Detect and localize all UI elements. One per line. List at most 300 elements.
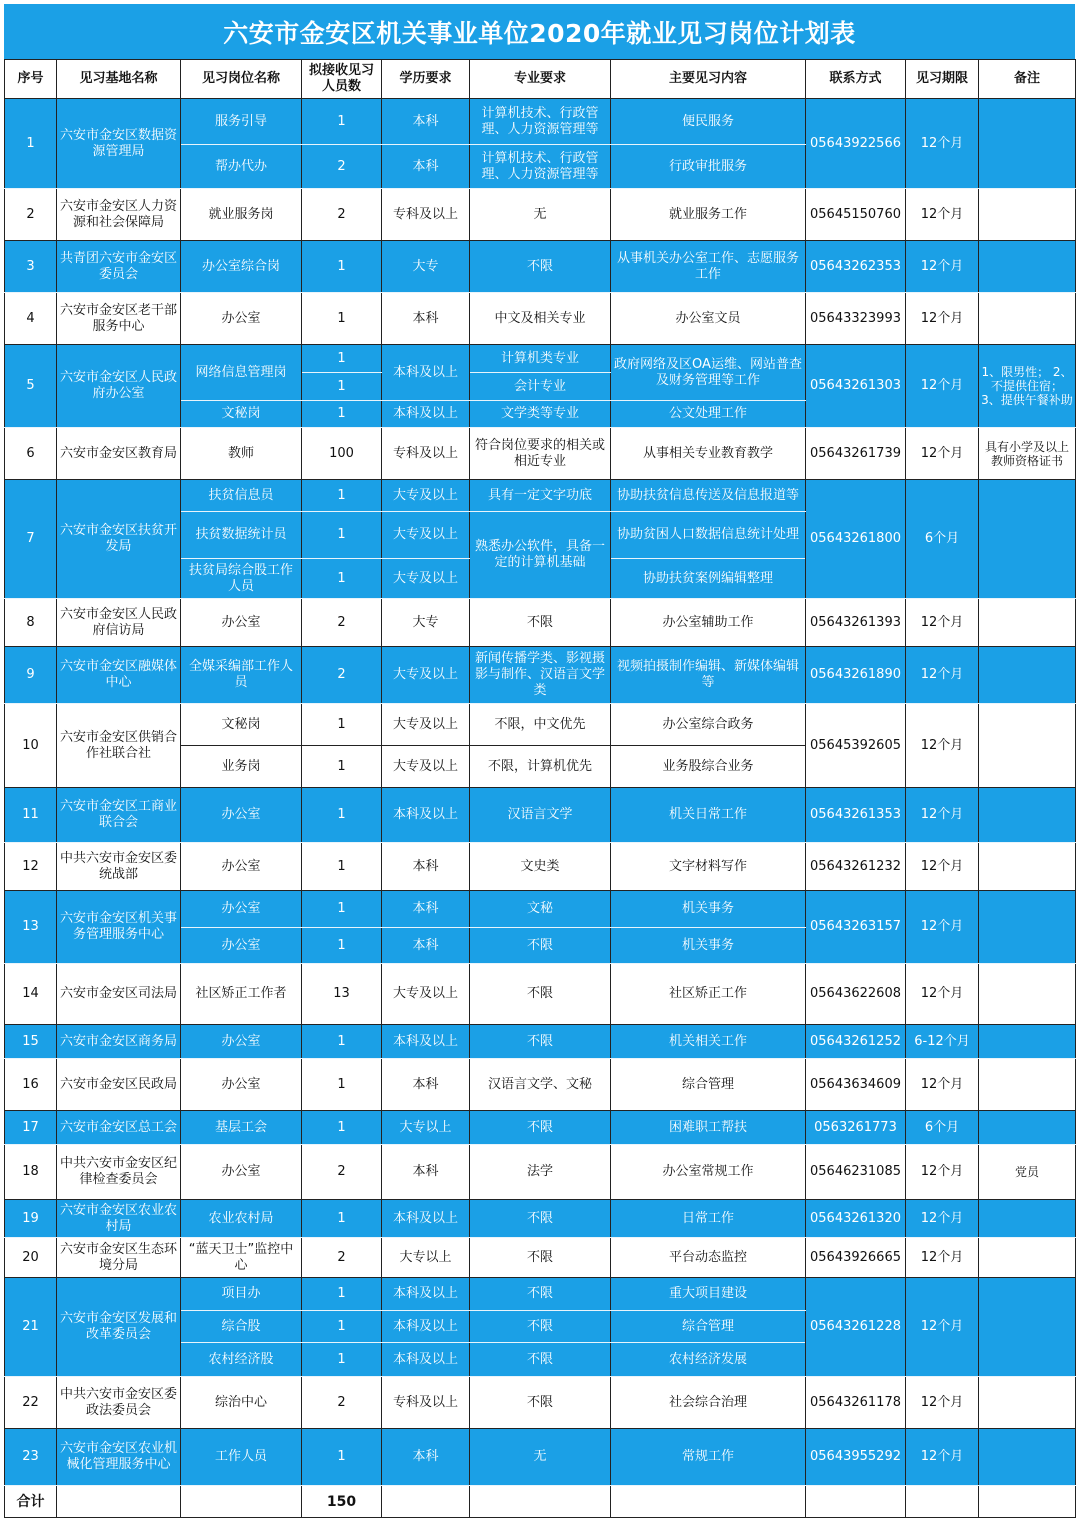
content-cell: 社会综合治理 — [611, 1377, 806, 1429]
table-row — [5, 1429, 1076, 1486]
note-cell — [979, 647, 1076, 704]
count-cell: 100 — [302, 428, 382, 480]
post-cell: 办公室 — [181, 1025, 302, 1059]
major-cell: 不限 — [470, 1343, 611, 1377]
count-cell: 1 — [302, 1111, 382, 1145]
header-cell: 联系方式 — [806, 60, 906, 99]
edu-cell: 大专以上 — [382, 1111, 470, 1145]
row-number-cell: 8 — [5, 599, 57, 647]
base-name-cell: 六安市金安区供销合作社联合社 — [57, 704, 181, 788]
major-cell: 不限 — [470, 928, 611, 964]
row-number-cell: 6 — [5, 428, 57, 480]
note-cell: 具有小学及以上教师资格证书 — [979, 428, 1076, 480]
content-cell: 机关日常工作 — [611, 788, 806, 843]
major-cell: 不限 — [470, 964, 611, 1025]
major-cell: 不限，中文优先 — [470, 704, 611, 746]
post-cell: 扶贫信息员 — [181, 480, 302, 512]
row-number-cell: 19 — [5, 1200, 57, 1238]
content-cell: 社区矫正工作 — [611, 964, 806, 1025]
post-cell: 社区矫正工作者 — [181, 964, 302, 1025]
post-cell: 办公室 — [181, 843, 302, 891]
note-cell: 党员 — [979, 1145, 1076, 1200]
count-cell: 2 — [302, 1377, 382, 1429]
count-cell: 1 — [302, 293, 382, 345]
post-cell: 基层工会 — [181, 1111, 302, 1145]
content-cell: 办公室常规工作 — [611, 1145, 806, 1200]
count-cell: 1 — [302, 559, 382, 599]
table-row — [5, 964, 1076, 1025]
count-cell: 1 — [302, 1059, 382, 1111]
content-cell: 协助扶贫案例编辑整理 — [611, 559, 806, 599]
row-number-cell: 7 — [5, 480, 57, 599]
phone-cell: 05643262353 — [806, 241, 906, 293]
post-cell: 综合股 — [181, 1311, 302, 1343]
header-cell: 主要见习内容 — [611, 60, 806, 99]
term-cell: 12个月 — [906, 293, 979, 345]
table-row — [5, 704, 1076, 746]
edu-cell: 专科及以上 — [382, 1377, 470, 1429]
table-row — [5, 428, 1076, 480]
header-cell: 见习基地名称 — [57, 60, 181, 99]
major-cell: 不限 — [470, 1311, 611, 1343]
major-cell: 计算机技术、行政管理、人力资源管理等 — [470, 145, 611, 189]
term-cell: 12个月 — [906, 1145, 979, 1200]
phone-cell: 05643261393 — [806, 599, 906, 647]
count-cell: 1 — [302, 373, 382, 401]
post-cell: 农业农村局 — [181, 1200, 302, 1238]
content-cell: 协助贫困人口数据信息统计处理 — [611, 512, 806, 559]
term-cell: 12个月 — [906, 189, 979, 241]
row-number-cell: 20 — [5, 1238, 57, 1278]
major-cell: 不限 — [470, 241, 611, 293]
base-name-cell: 六安市金安区老干部服务中心 — [57, 293, 181, 345]
term-cell: 12个月 — [906, 964, 979, 1025]
count-cell: 2 — [302, 599, 382, 647]
count-cell: 1 — [302, 1200, 382, 1238]
header-cell: 序号 — [5, 60, 57, 99]
post-cell: 就业服务岗 — [181, 189, 302, 241]
header-cell: 专业要求 — [470, 60, 611, 99]
term-cell: 12个月 — [906, 891, 979, 964]
table-row — [5, 843, 1076, 891]
table-row — [5, 99, 1076, 145]
row-number-cell: 9 — [5, 647, 57, 704]
row-number-cell: 3 — [5, 241, 57, 293]
term-cell: 12个月 — [906, 1238, 979, 1278]
row-number-cell: 22 — [5, 1377, 57, 1429]
edu-cell: 本科 — [382, 1429, 470, 1486]
content-cell: 重大项目建设 — [611, 1278, 806, 1311]
base-name-cell: 中共六安市金安区委政法委员会 — [57, 1377, 181, 1429]
base-name-cell: 六安市金安区农业机械化管理服务中心 — [57, 1429, 181, 1486]
note-cell — [979, 788, 1076, 843]
note-cell — [979, 1278, 1076, 1377]
content-cell: 机关事务 — [611, 891, 806, 928]
post-cell: 服务引导 — [181, 99, 302, 145]
edu-cell: 本科 — [382, 99, 470, 145]
count-cell: 1 — [302, 1311, 382, 1343]
table-row — [5, 1145, 1076, 1200]
empty-cell — [806, 1486, 906, 1518]
table-row — [5, 1238, 1076, 1278]
header-cell: 备注 — [979, 60, 1076, 99]
edu-cell: 大专及以上 — [382, 746, 470, 788]
post-cell: 帮办代办 — [181, 145, 302, 189]
base-name-cell: 六安市金安区农业农村局 — [57, 1200, 181, 1238]
row-number-cell: 1 — [5, 99, 57, 189]
phone-cell: 05643261303 — [806, 345, 906, 428]
count-cell: 1 — [302, 99, 382, 145]
phone-cell: 05643622608 — [806, 964, 906, 1025]
empty-cell — [979, 1486, 1076, 1518]
major-cell: 熟悉办公软件，具备一定的计算机基础 — [470, 512, 611, 599]
count-cell: 1 — [302, 788, 382, 843]
note-cell — [979, 241, 1076, 293]
content-cell: 综合管理 — [611, 1059, 806, 1111]
major-cell: 文学类等专业 — [470, 401, 611, 428]
count-cell: 1 — [302, 843, 382, 891]
empty-cell — [470, 1486, 611, 1518]
phone-cell: 05643261228 — [806, 1278, 906, 1377]
edu-cell: 大专及以上 — [382, 704, 470, 746]
post-cell: 项目办 — [181, 1278, 302, 1311]
edu-cell: 本科 — [382, 1145, 470, 1200]
edu-cell: 本科 — [382, 1059, 470, 1111]
content-cell: 便民服务 — [611, 99, 806, 145]
base-name-cell: 共青团六安市金安区委员会 — [57, 241, 181, 293]
count-cell: 1 — [302, 704, 382, 746]
edu-cell: 大专 — [382, 241, 470, 293]
post-cell: 办公室 — [181, 928, 302, 964]
note-cell — [979, 1025, 1076, 1059]
major-cell: 无 — [470, 1429, 611, 1486]
major-cell: 中文及相关专业 — [470, 293, 611, 345]
content-cell: 视频拍摄制作编辑、新媒体编辑等 — [611, 647, 806, 704]
row-number-cell: 15 — [5, 1025, 57, 1059]
content-cell: 办公室辅助工作 — [611, 599, 806, 647]
base-name-cell: 六安市金安区人力资源和社会保障局 — [57, 189, 181, 241]
term-cell: 12个月 — [906, 241, 979, 293]
edu-cell: 大专及以上 — [382, 559, 470, 599]
count-cell: 1 — [302, 928, 382, 964]
table-row — [5, 788, 1076, 843]
row-number-cell: 18 — [5, 1145, 57, 1200]
table-row — [5, 891, 1076, 928]
base-name-cell: 六安市金安区教育局 — [57, 428, 181, 480]
content-cell: 文字材料写作 — [611, 843, 806, 891]
phone-cell: 05645150760 — [806, 189, 906, 241]
post-cell: “蓝天卫士”监控中心 — [181, 1238, 302, 1278]
edu-cell: 专科及以上 — [382, 189, 470, 241]
row-number-cell: 23 — [5, 1429, 57, 1486]
phone-cell: 05645392605 — [806, 704, 906, 788]
content-cell: 行政审批服务 — [611, 145, 806, 189]
empty-cell — [611, 1486, 806, 1518]
term-cell: 12个月 — [906, 788, 979, 843]
note-cell — [979, 293, 1076, 345]
base-name-cell: 六安市金安区扶贫开发局 — [57, 480, 181, 599]
base-name-cell: 六安市金安区发展和改革委员会 — [57, 1278, 181, 1377]
content-cell: 日常工作 — [611, 1200, 806, 1238]
content-cell: 从事相关专业教育教学 — [611, 428, 806, 480]
content-cell: 从事机关办公室工作、志愿服务工作 — [611, 241, 806, 293]
note-cell — [979, 891, 1076, 964]
phone-cell: 05643261890 — [806, 647, 906, 704]
edu-cell: 本科及以上 — [382, 1200, 470, 1238]
post-cell: 办公室 — [181, 1145, 302, 1200]
post-cell: 办公室综合岗 — [181, 241, 302, 293]
major-cell: 不限 — [470, 1278, 611, 1311]
major-cell: 符合岗位要求的相关或相近专业 — [470, 428, 611, 480]
post-cell: 工作人员 — [181, 1429, 302, 1486]
content-cell: 业务股综合业务 — [611, 746, 806, 788]
term-cell: 12个月 — [906, 599, 979, 647]
post-cell: 文秘岗 — [181, 401, 302, 428]
count-cell: 1 — [302, 1025, 382, 1059]
post-cell: 办公室 — [181, 293, 302, 345]
term-cell: 12个月 — [906, 99, 979, 189]
term-cell: 12个月 — [906, 428, 979, 480]
row-number-cell: 11 — [5, 788, 57, 843]
total-count-cell: 150 — [302, 1486, 382, 1518]
edu-cell: 本科及以上 — [382, 345, 470, 401]
major-cell: 不限 — [470, 599, 611, 647]
total-label-cell: 合计 — [5, 1486, 57, 1518]
base-name-cell: 六安市金安区数据资源管理局 — [57, 99, 181, 189]
edu-cell: 本科及以上 — [382, 1278, 470, 1311]
post-cell: 办公室 — [181, 599, 302, 647]
content-cell: 综合管理 — [611, 1311, 806, 1343]
table-row — [5, 647, 1076, 704]
count-cell: 2 — [302, 145, 382, 189]
count-cell: 1 — [302, 480, 382, 512]
base-name-cell: 六安市金安区商务局 — [57, 1025, 181, 1059]
row-number-cell: 16 — [5, 1059, 57, 1111]
term-cell: 12个月 — [906, 704, 979, 788]
edu-cell: 本科及以上 — [382, 788, 470, 843]
content-cell: 政府网络及区OA运维、网站普查及财务管理等工作 — [611, 345, 806, 401]
base-name-cell: 六安市金安区总工会 — [57, 1111, 181, 1145]
base-name-cell: 六安市金安区人民政府办公室 — [57, 345, 181, 428]
term-cell: 12个月 — [906, 1200, 979, 1238]
content-cell: 就业服务工作 — [611, 189, 806, 241]
table-row — [5, 241, 1076, 293]
edu-cell: 大专及以上 — [382, 512, 470, 559]
page-title: 六安市金安区机关事业单位2020年就业见习岗位计划表 — [4, 4, 1075, 59]
major-cell: 不限 — [470, 1200, 611, 1238]
term-cell: 12个月 — [906, 345, 979, 428]
empty-cell — [181, 1486, 302, 1518]
content-cell: 机关相关工作 — [611, 1025, 806, 1059]
empty-cell — [382, 1486, 470, 1518]
term-cell: 6个月 — [906, 1111, 979, 1145]
post-cell: 农村经济股 — [181, 1343, 302, 1377]
phone-cell: 05643261252 — [806, 1025, 906, 1059]
count-cell: 1 — [302, 891, 382, 928]
note-cell — [979, 1377, 1076, 1429]
post-cell: 业务岗 — [181, 746, 302, 788]
row-number-cell: 4 — [5, 293, 57, 345]
major-cell: 不限，计算机优先 — [470, 746, 611, 788]
edu-cell: 大专及以上 — [382, 480, 470, 512]
content-cell: 办公室文员 — [611, 293, 806, 345]
term-cell: 12个月 — [906, 843, 979, 891]
header-row — [5, 60, 1076, 99]
post-cell: 教师 — [181, 428, 302, 480]
note-cell — [979, 704, 1076, 788]
count-cell: 2 — [302, 189, 382, 241]
post-cell: 办公室 — [181, 891, 302, 928]
phone-cell: 05643263157 — [806, 891, 906, 964]
content-cell: 常规工作 — [611, 1429, 806, 1486]
major-cell: 新闻传播学类、影视摄影与制作、汉语言文学类 — [470, 647, 611, 704]
count-cell: 2 — [302, 647, 382, 704]
row-number-cell: 13 — [5, 891, 57, 964]
content-cell: 平台动态监控 — [611, 1238, 806, 1278]
count-cell: 13 — [302, 964, 382, 1025]
phone-cell: 05643261320 — [806, 1200, 906, 1238]
phone-cell: 05643261353 — [806, 788, 906, 843]
note-cell — [979, 1238, 1076, 1278]
total-row — [5, 1486, 1076, 1518]
base-name-cell: 六安市金安区人民政府信访局 — [57, 599, 181, 647]
edu-cell: 本科 — [382, 891, 470, 928]
post-cell: 全媒采编部工作人员 — [181, 647, 302, 704]
count-cell: 1 — [302, 345, 382, 373]
edu-cell: 本科 — [382, 843, 470, 891]
note-cell — [979, 99, 1076, 189]
header-cell: 见习期限 — [906, 60, 979, 99]
count-cell: 1 — [302, 241, 382, 293]
content-cell: 农村经济发展 — [611, 1343, 806, 1377]
term-cell: 6个月 — [906, 480, 979, 599]
table-row — [5, 345, 1076, 373]
major-cell: 具有一定文字功底 — [470, 480, 611, 512]
header-cell: 学历要求 — [382, 60, 470, 99]
major-cell: 文史类 — [470, 843, 611, 891]
major-cell: 文秘 — [470, 891, 611, 928]
major-cell: 汉语言文学 — [470, 788, 611, 843]
base-name-cell: 中共六安市金安区纪律检查委员会 — [57, 1145, 181, 1200]
edu-cell: 本科及以上 — [382, 401, 470, 428]
note-cell — [979, 480, 1076, 599]
empty-cell — [906, 1486, 979, 1518]
table-row — [5, 189, 1076, 241]
edu-cell: 本科 — [382, 293, 470, 345]
row-number-cell: 10 — [5, 704, 57, 788]
term-cell: 12个月 — [906, 647, 979, 704]
header-cell: 见习岗位名称 — [181, 60, 302, 99]
phone-cell: 05643261232 — [806, 843, 906, 891]
base-name-cell: 六安市金安区融媒体中心 — [57, 647, 181, 704]
note-cell — [979, 189, 1076, 241]
edu-cell: 本科及以上 — [382, 1311, 470, 1343]
term-cell: 12个月 — [906, 1377, 979, 1429]
empty-cell — [57, 1486, 181, 1518]
major-cell: 会计专业 — [470, 373, 611, 401]
phone-cell: 05643634609 — [806, 1059, 906, 1111]
row-number-cell: 14 — [5, 964, 57, 1025]
note-cell — [979, 1111, 1076, 1145]
edu-cell: 专科及以上 — [382, 428, 470, 480]
edu-cell: 大专及以上 — [382, 964, 470, 1025]
table-row — [5, 1278, 1076, 1311]
note-cell — [979, 964, 1076, 1025]
term-cell: 12个月 — [906, 1059, 979, 1111]
table-row — [5, 1111, 1076, 1145]
header-cell: 拟接收见习人员数 — [302, 60, 382, 99]
row-number-cell: 12 — [5, 843, 57, 891]
major-cell: 不限 — [470, 1238, 611, 1278]
phone-cell: 05643323993 — [806, 293, 906, 345]
major-cell: 不限 — [470, 1111, 611, 1145]
base-name-cell: 六安市金安区司法局 — [57, 964, 181, 1025]
post-cell: 扶贫局综合股工作人员 — [181, 559, 302, 599]
post-cell: 办公室 — [181, 1059, 302, 1111]
phone-cell: 05643261178 — [806, 1377, 906, 1429]
count-cell: 1 — [302, 401, 382, 428]
row-number-cell: 5 — [5, 345, 57, 428]
note-cell — [979, 1429, 1076, 1486]
content-cell: 办公室综合政务 — [611, 704, 806, 746]
post-cell: 办公室 — [181, 788, 302, 843]
post-cell: 扶贫数据统计员 — [181, 512, 302, 559]
edu-cell: 大专以上 — [382, 1238, 470, 1278]
table-row — [5, 1200, 1076, 1238]
note-cell: 1、限男性； 2、不提供住宿； 3、提供午餐补助 — [979, 345, 1076, 428]
edu-cell: 本科及以上 — [382, 1343, 470, 1377]
count-cell: 1 — [302, 512, 382, 559]
internship-table — [4, 59, 1076, 1518]
phone-cell: 05643261739 — [806, 428, 906, 480]
content-cell: 机关事务 — [611, 928, 806, 964]
content-cell: 公文处理工作 — [611, 401, 806, 428]
term-cell: 12个月 — [906, 1429, 979, 1486]
post-cell: 网络信息管理岗 — [181, 345, 302, 401]
term-cell: 12个月 — [906, 1278, 979, 1377]
major-cell: 不限 — [470, 1025, 611, 1059]
edu-cell: 大专及以上 — [382, 647, 470, 704]
term-cell: 6-12个月 — [906, 1025, 979, 1059]
edu-cell: 本科 — [382, 928, 470, 964]
content-cell: 困难职工帮扶 — [611, 1111, 806, 1145]
count-cell: 1 — [302, 1343, 382, 1377]
row-number-cell: 17 — [5, 1111, 57, 1145]
count-cell: 1 — [302, 1278, 382, 1311]
table-row — [5, 480, 1076, 512]
note-cell — [979, 599, 1076, 647]
row-number-cell: 21 — [5, 1278, 57, 1377]
major-cell: 无 — [470, 189, 611, 241]
phone-cell: 05643261800 — [806, 480, 906, 599]
phone-cell: 05643926665 — [806, 1238, 906, 1278]
count-cell: 1 — [302, 1429, 382, 1486]
table-row — [5, 293, 1076, 345]
table-row — [5, 1377, 1076, 1429]
major-cell: 计算机类专业 — [470, 345, 611, 373]
note-cell — [979, 1059, 1076, 1111]
edu-cell: 大专 — [382, 599, 470, 647]
phone-cell: 05643922566 — [806, 99, 906, 189]
edu-cell: 本科及以上 — [382, 1025, 470, 1059]
base-name-cell: 六安市金安区工商业联合会 — [57, 788, 181, 843]
count-cell: 2 — [302, 1145, 382, 1200]
note-cell — [979, 1200, 1076, 1238]
phone-cell: 05643955292 — [806, 1429, 906, 1486]
post-cell: 综治中心 — [181, 1377, 302, 1429]
major-cell: 计算机技术、行政管理、人力资源管理等 — [470, 99, 611, 145]
base-name-cell: 中共六安市金安区委统战部 — [57, 843, 181, 891]
